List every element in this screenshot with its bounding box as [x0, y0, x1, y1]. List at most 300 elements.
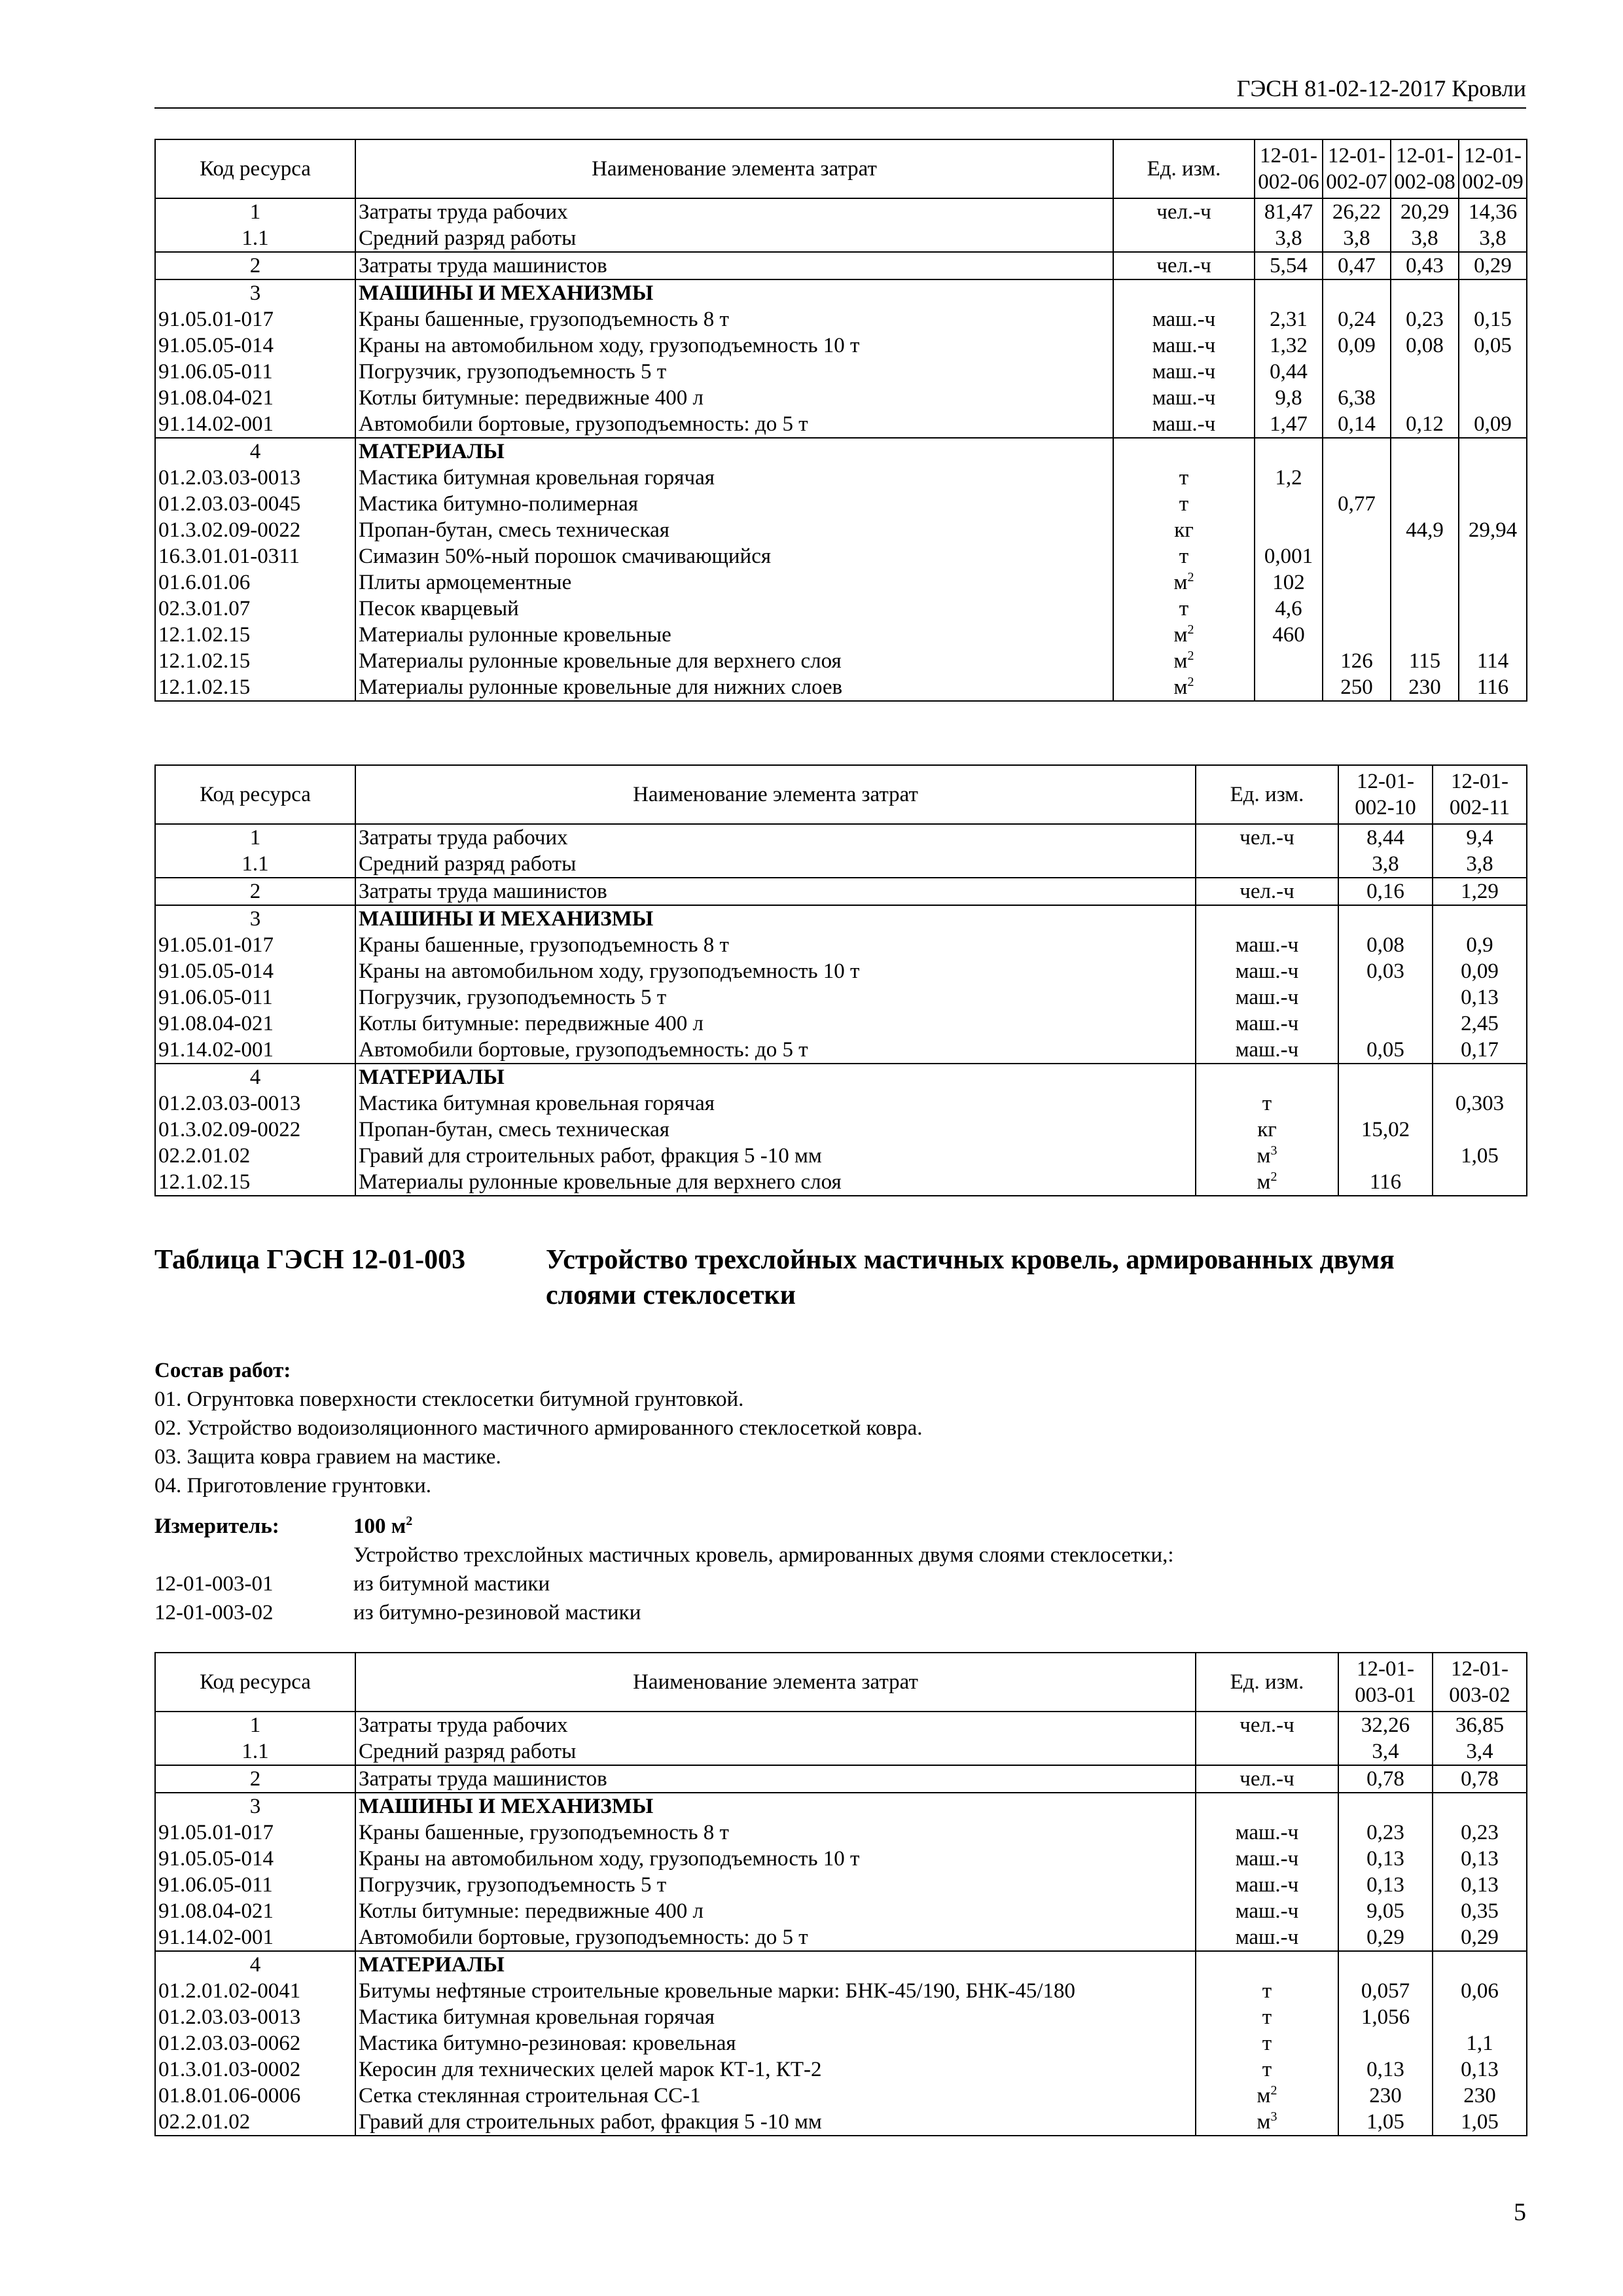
value-cell: 9,05 [1338, 1898, 1433, 1924]
value-cell [1459, 569, 1527, 596]
value-cell: 460 [1255, 622, 1323, 648]
unit-text: т [1179, 597, 1189, 620]
resource-name: Пропан-бутан, смесь техническая [355, 1117, 1196, 1143]
unit-cell [1196, 824, 1338, 851]
unit-text: т [1262, 1979, 1272, 2003]
value-cell: 0,24 [1323, 306, 1391, 332]
unit-cell [1196, 2056, 1338, 2083]
resource-code: 91.08.04-021 [155, 1898, 355, 1924]
value-cell: 0,06 [1433, 1978, 1527, 2004]
resource-name: Краны башенные, грузоподъемность 8 т [355, 306, 1113, 332]
resource-name: Затраты труда машинистов [355, 1765, 1196, 1793]
table-row [155, 306, 1527, 332]
resource-name: Автомобили бортовые, грузоподъемность: до 5 т [355, 1037, 1196, 1064]
resource-name: Средний разряд работы [355, 225, 1113, 252]
resource-code: 91.05.01-017 [155, 1820, 355, 1846]
resource-name: Котлы битумные: передвижные 400 л [355, 1898, 1196, 1924]
work-item: 02. Устройство водоизоляционного мастичного армированного стеклосеткой ковра. [154, 1416, 923, 1440]
resource-code: 01.2.03.03-0013 [155, 465, 355, 491]
unit-cell [1196, 2030, 1338, 2056]
value-cell: 0,08 [1338, 932, 1433, 958]
table-row [155, 1169, 1527, 1196]
value-cell: 230 [1338, 2083, 1433, 2109]
table-row [155, 1011, 1527, 1037]
value-cell [1459, 359, 1527, 385]
unit-text: маш.-ч [1235, 1899, 1299, 1923]
table-row [155, 1872, 1527, 1898]
item-text: из битумно-резиновой мастики [353, 1601, 641, 1624]
value-cell [1391, 279, 1459, 306]
table-row [155, 824, 1527, 851]
value-cell [1391, 465, 1459, 491]
unit-text: чел.-ч [1240, 826, 1294, 850]
value-cell [1338, 1011, 1433, 1037]
unit-text: т [1262, 2058, 1272, 2081]
value-cell: 6,38 [1323, 385, 1391, 411]
unit-text: чел.-ч [1240, 1713, 1294, 1737]
value-cell [1391, 569, 1459, 596]
unit-text: маш.-ч [1152, 360, 1216, 384]
table-row [155, 1846, 1527, 1872]
table-row [155, 1712, 1527, 1738]
resource-code: 91.06.05-011 [155, 984, 355, 1011]
unit-text: маш.-ч [1235, 1012, 1299, 1035]
value-cell: 0,29 [1338, 1924, 1433, 1951]
unit-text: маш.-ч [1152, 386, 1216, 410]
value-cell [1433, 1793, 1527, 1820]
resource-code: 02.3.01.07 [155, 596, 355, 622]
value-cell [1433, 2004, 1527, 2030]
value-cell: 250 [1323, 674, 1391, 701]
header-col: 12-01- 003-02 [1433, 1653, 1527, 1712]
value-cell: 116 [1338, 1169, 1433, 1196]
resource-code: 01.2.03.03-0013 [155, 2004, 355, 2030]
table-row [155, 1765, 1527, 1793]
unit-cell [1196, 2004, 1338, 2030]
header-unit: Ед. изм. [1196, 1653, 1338, 1712]
unit-text: маш.-ч [1235, 1926, 1299, 1949]
resource-name: Мастика битумно-резиновая: кровельная [355, 2030, 1196, 2056]
value-cell: 5,54 [1255, 252, 1323, 279]
resource-code: 2 [155, 252, 355, 279]
unit-text: маш.-ч [1152, 412, 1216, 436]
value-cell [1391, 543, 1459, 569]
value-cell: 0,14 [1323, 411, 1391, 438]
unit-cell [1113, 279, 1255, 306]
unit-cell [1196, 905, 1338, 932]
table-row [155, 878, 1527, 905]
unit-cell [1196, 1064, 1338, 1090]
unit-cell [1113, 491, 1255, 517]
resource-code: 4 [155, 1064, 355, 1090]
value-cell: 0,77 [1323, 491, 1391, 517]
value-cell [1433, 1169, 1527, 1196]
unit-cell [1113, 225, 1255, 252]
value-cell: 0,03 [1338, 958, 1433, 984]
table-row [155, 622, 1527, 648]
unit-cell: $м^2$ [1113, 622, 1255, 648]
resource-code: 1.1 [155, 225, 355, 252]
resource-code: 12.1.02.15 [155, 648, 355, 674]
resource-code: 91.14.02-001 [155, 1037, 355, 1064]
unit-cell: $м^2$ [1196, 1169, 1338, 1196]
table-row [155, 2109, 1527, 2136]
value-cell [1323, 359, 1391, 385]
unit-cell: $м^2$ [1196, 2083, 1338, 2109]
header-col: 12-01- 003-01 [1338, 1653, 1433, 1712]
unit-text: м [1257, 2110, 1271, 2134]
meter-value-wrap: 100 $м^2$ [353, 1514, 413, 1538]
value-cell [1338, 905, 1433, 932]
resource-code: 01.6.01.06 [155, 569, 355, 596]
resource-name: Мастика битумная кровельная горячая [355, 465, 1113, 491]
table-row [155, 1793, 1527, 1820]
unit-cell [1196, 1872, 1338, 1898]
value-cell [1459, 543, 1527, 569]
table-row [155, 1064, 1527, 1090]
value-cell: 0,78 [1433, 1765, 1527, 1793]
value-cell: 1,2 [1255, 465, 1323, 491]
unit-cell [1196, 1924, 1338, 1951]
value-cell: 0,09 [1323, 332, 1391, 359]
resource-code: 12.1.02.15 [155, 674, 355, 701]
value-cell [1391, 359, 1459, 385]
table-title: Устройство трехслойных мастичных кровель, армированных двумя слоями стеклосетки [546, 1245, 1395, 1310]
resource-name: МАТЕРИАЛЫ [355, 438, 1113, 465]
value-cell: 3,8 [1255, 225, 1323, 252]
value-cell: 32,26 [1338, 1712, 1433, 1738]
table-row [155, 958, 1527, 984]
value-cell [1338, 1793, 1433, 1820]
unit-cell [1113, 198, 1255, 225]
resource-code: 91.05.05-014 [155, 332, 355, 359]
value-cell: 0,303 [1433, 1090, 1527, 1117]
unit-cell [1196, 1793, 1338, 1820]
value-cell: 0,13 [1338, 1872, 1433, 1898]
value-cell: 114 [1459, 648, 1527, 674]
value-cell: 3,8 [1391, 225, 1459, 252]
value-cell: 0,43 [1391, 252, 1459, 279]
value-cell: 0,13 [1433, 2056, 1527, 2083]
table-row [155, 385, 1527, 411]
value-cell [1255, 279, 1323, 306]
resource-name: Погрузчик, грузоподъемность 5 т [355, 1872, 1196, 1898]
unit-text: маш.-ч [1235, 1847, 1299, 1871]
resource-name: Автомобили бортовые, грузоподъемность: до 5 т [355, 411, 1113, 438]
unit-cell [1196, 1978, 1338, 2004]
value-cell: 1,47 [1255, 411, 1323, 438]
resource-code: 4 [155, 438, 355, 465]
unit-text: чел.-ч [1156, 200, 1211, 224]
value-cell: 230 [1391, 674, 1459, 701]
value-cell [1459, 279, 1527, 306]
table-row [155, 569, 1527, 596]
unit-text: кг [1257, 1118, 1277, 1141]
table-row [155, 932, 1527, 958]
unit-cell [1196, 1011, 1338, 1037]
unit-cell [1113, 517, 1255, 543]
resource-table-12-01-002-a [154, 139, 1527, 702]
value-cell: 1,05 [1433, 1143, 1527, 1169]
resource-code: 3 [155, 1793, 355, 1820]
table-row [155, 674, 1527, 701]
resource-code: 1 [155, 198, 355, 225]
value-cell: 0,12 [1391, 411, 1459, 438]
value-cell: 8,44 [1338, 824, 1433, 851]
meter-label: Измеритель: [154, 1515, 279, 1538]
value-cell: 0,13 [1433, 984, 1527, 1011]
unit-text: т [1262, 2005, 1272, 2029]
resource-name: Материалы рулонные кровельные для верхнего слоя [355, 648, 1113, 674]
table-row [155, 1951, 1527, 1978]
resource-code: 3 [155, 279, 355, 306]
unit-text: чел.-ч [1240, 880, 1294, 903]
resource-name: МАШИНЫ И МЕХАНИЗМЫ [355, 279, 1113, 306]
value-cell [1338, 2030, 1433, 2056]
unit-cell: $м^2$ [1113, 648, 1255, 674]
value-cell: 0,15 [1459, 306, 1527, 332]
value-cell: 0,78 [1338, 1765, 1433, 1793]
value-cell [1255, 491, 1323, 517]
unit-cell [1113, 411, 1255, 438]
resource-name: Гравий для строительных работ, фракция 5 -10 мм [355, 1143, 1196, 1169]
value-cell [1459, 491, 1527, 517]
value-cell: 3,4 [1433, 1738, 1527, 1765]
value-cell [1323, 543, 1391, 569]
value-cell: 230 [1433, 2083, 1527, 2109]
unit-text: маш.-ч [1235, 960, 1299, 983]
unit-text: маш.-ч [1235, 933, 1299, 957]
unit-text: маш.-ч [1235, 986, 1299, 1009]
resource-code: 01.2.03.03-0062 [155, 2030, 355, 2056]
value-cell [1323, 569, 1391, 596]
works-composition [154, 1356, 923, 1500]
unit-cell [1113, 465, 1255, 491]
unit-cell [1196, 851, 1338, 878]
value-cell: 115 [1391, 648, 1459, 674]
resource-name: Средний разряд работы [355, 1738, 1196, 1765]
table-row [155, 2056, 1527, 2083]
value-cell [1323, 596, 1391, 622]
value-cell: 1,1 [1433, 2030, 1527, 2056]
resource-code: 12.1.02.15 [155, 1169, 355, 1196]
value-cell: 0,13 [1433, 1846, 1527, 1872]
table-row [155, 1924, 1527, 1951]
value-cell [1323, 438, 1391, 465]
value-cell: 0,17 [1433, 1037, 1527, 1064]
unit-cell [1196, 932, 1338, 958]
resource-name: Затраты труда рабочих [355, 1712, 1196, 1738]
resource-name: Песок кварцевый [355, 596, 1113, 622]
value-cell [1255, 438, 1323, 465]
value-cell [1338, 1064, 1433, 1090]
unit-cell [1196, 1712, 1338, 1738]
unit-cell [1196, 1117, 1338, 1143]
value-cell: 1,056 [1338, 2004, 1433, 2030]
value-cell: 1,05 [1338, 2109, 1433, 2136]
header-col: 12-01- 002-09 [1459, 139, 1527, 198]
resource-name: Котлы битумные: передвижные 400 л [355, 385, 1113, 411]
value-cell [1433, 1064, 1527, 1090]
resource-code: 91.08.04-021 [155, 385, 355, 411]
resource-code: 01.3.02.09-0022 [155, 1117, 355, 1143]
value-cell [1323, 279, 1391, 306]
unit-text: чел.-ч [1156, 254, 1211, 278]
resource-code: 02.2.01.02 [155, 1143, 355, 1169]
value-cell: 3,8 [1338, 851, 1433, 878]
unit-cell [1196, 984, 1338, 1011]
resource-name: Автомобили бортовые, грузоподъемность: до 5 т [355, 1924, 1196, 1951]
page-number: 5 [1514, 2198, 1526, 2226]
value-cell [1338, 1143, 1433, 1169]
header-unit: Ед. изм. [1113, 139, 1255, 198]
unit-text: маш.-ч [1235, 1873, 1299, 1897]
value-cell: 0,09 [1459, 411, 1527, 438]
unit-cell: $м^3$ [1196, 1143, 1338, 1169]
resource-code: 91.08.04-021 [155, 1011, 355, 1037]
unit-cell: $м^2$ [1113, 674, 1255, 701]
value-cell: 20,29 [1391, 198, 1459, 225]
value-cell: 0,08 [1391, 332, 1459, 359]
unit-text: м [1257, 2084, 1271, 2108]
resource-name: Битумы нефтяные строительные кровельные марки: БНК-45/190, БНК-45/180 [355, 1978, 1196, 2004]
value-cell [1459, 622, 1527, 648]
value-cell: 9,8 [1255, 385, 1323, 411]
resource-name: Затраты труда машинистов [355, 252, 1113, 279]
resource-name: Краны на автомобильном ходу, грузоподъемность 10 т [355, 332, 1113, 359]
table-row [155, 1978, 1527, 2004]
resource-code: 02.2.01.02 [155, 2109, 355, 2136]
unit-text: т [1179, 466, 1189, 490]
value-cell: 15,02 [1338, 1117, 1433, 1143]
value-cell: 3,8 [1323, 225, 1391, 252]
unit-text: т [1262, 1092, 1272, 1115]
table-row [155, 984, 1527, 1011]
resource-name: Краны башенные, грузоподъемность 8 т [355, 1820, 1196, 1846]
value-cell: 3,4 [1338, 1738, 1433, 1765]
resource-code: 91.14.02-001 [155, 1924, 355, 1951]
resource-name: МАТЕРИАЛЫ [355, 1064, 1196, 1090]
table-row [155, 1820, 1527, 1846]
value-cell: 126 [1323, 648, 1391, 674]
table-label: Таблица ГЭСН 12-01-003 [154, 1245, 466, 1275]
resource-code: 01.2.03.03-0013 [155, 1090, 355, 1117]
value-cell: 1,29 [1433, 878, 1527, 905]
resource-code: 1 [155, 824, 355, 851]
value-cell [1459, 385, 1527, 411]
resource-name: Затраты труда рабочих [355, 198, 1113, 225]
value-cell [1391, 622, 1459, 648]
resource-code: 91.05.05-014 [155, 1846, 355, 1872]
header-code: Код ресурса [155, 765, 355, 824]
unit-cell [1196, 1765, 1338, 1793]
value-cell: 4,6 [1255, 596, 1323, 622]
resource-name: Мастика битумно-полимерная [355, 491, 1113, 517]
table-row [155, 198, 1527, 225]
value-cell: 81,47 [1255, 198, 1323, 225]
unit-cell [1196, 1090, 1338, 1117]
table-row [155, 1037, 1527, 1064]
table-row [155, 2083, 1527, 2109]
value-cell: 102 [1255, 569, 1323, 596]
value-cell: 0,44 [1255, 359, 1323, 385]
value-cell: 0,057 [1338, 1978, 1433, 2004]
value-cell: 0,001 [1255, 543, 1323, 569]
header-col: 12-01- 002-07 [1323, 139, 1391, 198]
value-cell: 1,05 [1433, 2109, 1527, 2136]
resource-name: МАШИНЫ И МЕХАНИЗМЫ [355, 1793, 1196, 1820]
unit-cell [1196, 1037, 1338, 1064]
item-text: из битумной мастики [353, 1572, 550, 1596]
unit-text: кг [1174, 518, 1194, 542]
value-cell [1323, 465, 1391, 491]
value-cell: 0,09 [1433, 958, 1527, 984]
table-row [155, 905, 1527, 932]
table-row [155, 225, 1527, 252]
unit-cell [1196, 878, 1338, 905]
unit-text: маш.-ч [1235, 1821, 1299, 1844]
unit-cell: $м^3$ [1196, 2109, 1338, 2136]
work-item: 01. Огрунтовка поверхности стеклосетки битумной грунтовкой. [154, 1388, 744, 1411]
unit-text: чел.-ч [1240, 1767, 1294, 1791]
table-row [155, 411, 1527, 438]
unit-cell [1113, 332, 1255, 359]
value-cell: 0,29 [1433, 1924, 1527, 1951]
value-cell: 0,23 [1391, 306, 1459, 332]
table-row [155, 2004, 1527, 2030]
value-cell: 14,36 [1459, 198, 1527, 225]
meter-value: 100 м [353, 1515, 406, 1538]
resource-name: Плиты армоцементные [355, 569, 1113, 596]
unit-text: м [1257, 1170, 1271, 1194]
resource-name: Краны башенные, грузоподъемность 8 т [355, 932, 1196, 958]
table-row [155, 517, 1527, 543]
table-row [155, 465, 1527, 491]
resource-code: 3 [155, 905, 355, 932]
resource-name: Гравий для строительных работ, фракция 5 -10 мм [355, 2109, 1196, 2136]
resource-name: Мастика битумная кровельная горячая [355, 1090, 1196, 1117]
value-cell [1391, 596, 1459, 622]
unit-cell [1113, 385, 1255, 411]
resource-name: Материалы рулонные кровельные [355, 622, 1113, 648]
unit-cell [1113, 438, 1255, 465]
header-name: Наименование элемента затрат [355, 1653, 1196, 1712]
value-cell: 3,8 [1433, 851, 1527, 878]
resource-name: Затраты труда машинистов [355, 878, 1196, 905]
value-cell: 29,94 [1459, 517, 1527, 543]
resource-name: Погрузчик, грузоподъемность 5 т [355, 359, 1113, 385]
value-cell: 0,13 [1338, 2056, 1433, 2083]
value-cell: 2,45 [1433, 1011, 1527, 1037]
unit-cell: $м^2$ [1113, 569, 1255, 596]
unit-text: маш.-ч [1152, 308, 1216, 331]
unit-cell [1196, 1820, 1338, 1846]
header-col: 12-01- 002-06 [1255, 139, 1323, 198]
unit-text: маш.-ч [1235, 1038, 1299, 1062]
value-cell: 2,31 [1255, 306, 1323, 332]
value-cell: 26,22 [1323, 198, 1391, 225]
value-cell [1433, 905, 1527, 932]
item-code: 12-01-003-02 [154, 1601, 274, 1624]
unit-text: м [1173, 571, 1188, 594]
resource-code: 2 [155, 878, 355, 905]
table-row [155, 491, 1527, 517]
value-cell: 0,9 [1433, 932, 1527, 958]
value-cell [1255, 648, 1323, 674]
value-cell [1459, 438, 1527, 465]
resource-name: МАШИНЫ И МЕХАНИЗМЫ [355, 905, 1196, 932]
table-row [155, 359, 1527, 385]
